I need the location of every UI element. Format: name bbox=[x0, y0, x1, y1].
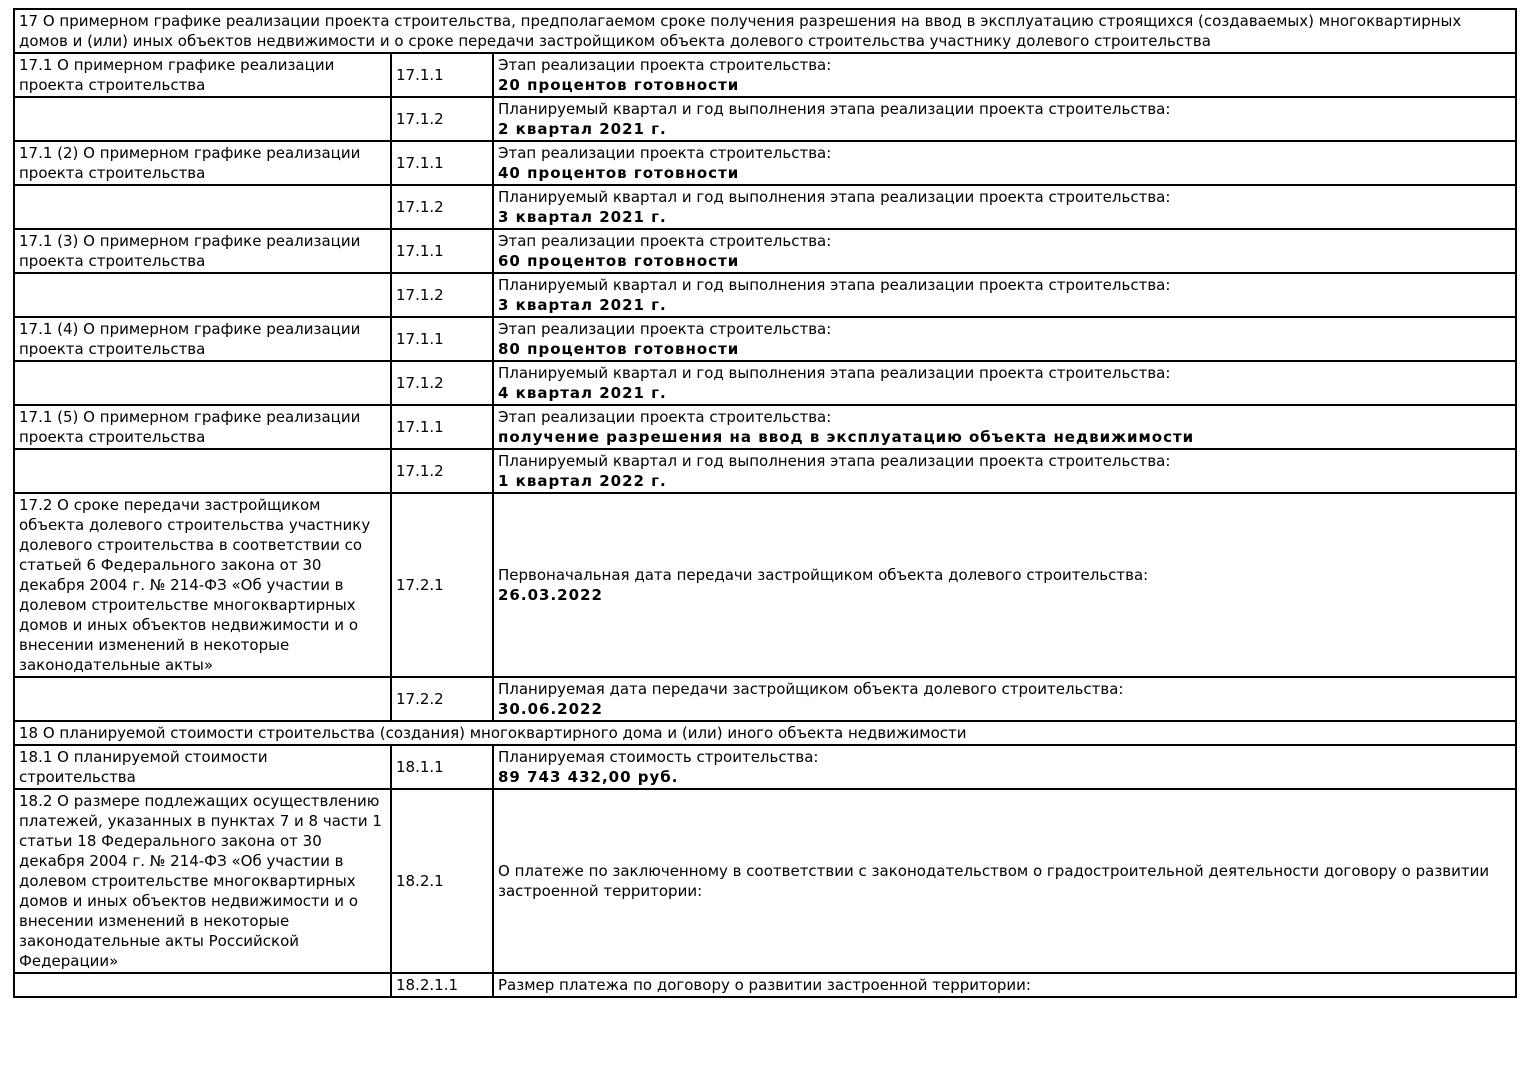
field-value: 26.03.2022 bbox=[498, 586, 603, 604]
field-value: 80 процентов готовности bbox=[498, 340, 740, 358]
row-label bbox=[14, 449, 391, 493]
field-label: Первоначальная дата передачи застройщиком объекта долевого строительства: bbox=[498, 566, 1149, 584]
row-code: 17.2.2 bbox=[391, 677, 493, 721]
row-code: 17.1.1 bbox=[391, 53, 493, 97]
section-header-row bbox=[14, 9, 1516, 53]
row-label bbox=[14, 273, 391, 317]
row-value-cell bbox=[493, 677, 1516, 721]
row-code: 17.1.2 bbox=[391, 97, 493, 141]
table-row bbox=[14, 973, 1516, 997]
row-value-cell bbox=[493, 229, 1516, 273]
field-value: 2 квартал 2021 г. bbox=[498, 120, 667, 138]
row-value-cell bbox=[493, 273, 1516, 317]
row-code: 18.2.1.1 bbox=[391, 973, 493, 997]
row-label: 17.1 (3) О примерном графике реализации проекта строительства bbox=[14, 229, 391, 273]
row-code: 17.1.2 bbox=[391, 273, 493, 317]
table-row bbox=[14, 141, 1516, 185]
field-value: 4 квартал 2021 г. bbox=[498, 384, 667, 402]
row-code: 17.1.2 bbox=[391, 449, 493, 493]
table-row bbox=[14, 361, 1516, 405]
table-row bbox=[14, 273, 1516, 317]
section-header: 17 О примерном графике реализации проекта строительства, предполагаемом сроке получения разрешения на ввод в эксплуатацию строящихся (создаваемых) многоквартирных домов и (или) иных объектов недвижимости и о сроке передачи застройщиком объекта долевого строительства участнику долевого строительства bbox=[14, 9, 1516, 53]
field-value: получение разрешения на ввод в эксплуатацию объекта недвижимости bbox=[498, 428, 1195, 446]
row-label bbox=[14, 185, 391, 229]
row-label: 18.1 О планируемой стоимости строительства bbox=[14, 745, 391, 789]
row-value-cell bbox=[493, 317, 1516, 361]
row-label bbox=[14, 677, 391, 721]
row-label bbox=[14, 973, 391, 997]
field-value: 30.06.2022 bbox=[498, 700, 603, 718]
field-label: Планируемый квартал и год выполнения этапа реализации проекта строительства: bbox=[498, 276, 1171, 294]
row-label bbox=[14, 97, 391, 141]
row-code: 18.2.1 bbox=[391, 789, 493, 973]
section-header-row bbox=[14, 721, 1516, 745]
row-label: 17.2 О сроке передачи застройщиком объекта долевого строительства участнику долевого строительства в соответствии со статьей 6 Федерального закона от 30 декабря 2004 г. № 214-ФЗ «Об участии в долевом строительстве многоквартирных домов и иных объектов недвижимости и о внесении изменений в некоторые законодательные акты» bbox=[14, 493, 391, 677]
field-value: 1 квартал 2022 г. bbox=[498, 472, 667, 490]
field-value: 3 квартал 2021 г. bbox=[498, 296, 667, 314]
field-label: Планируемая дата передачи застройщиком объекта долевого строительства: bbox=[498, 680, 1124, 698]
field-value: 40 процентов готовности bbox=[498, 164, 740, 182]
table-body bbox=[14, 9, 1516, 997]
row-value-cell bbox=[493, 361, 1516, 405]
field-label: Размер платежа по договору о развитии застроенной территории: bbox=[498, 976, 1031, 994]
table-row bbox=[14, 449, 1516, 493]
row-label: 18.2 О размере подлежащих осуществлению платежей, указанных в пунктах 7 и 8 части 1 статьи 18 Федерального закона от 30 декабря 2004 г. № 214-ФЗ «Об участии в долевом строительстве многоквартирных домов и иных объектов недвижимости и о внесении изменений в некоторые законодательные акты Российской Федерации» bbox=[14, 789, 391, 973]
row-value-cell bbox=[493, 449, 1516, 493]
field-label: Этап реализации проекта строительства: bbox=[498, 144, 832, 162]
table-row bbox=[14, 97, 1516, 141]
field-value: 3 квартал 2021 г. bbox=[498, 208, 667, 226]
table-row bbox=[14, 745, 1516, 789]
table-row bbox=[14, 317, 1516, 361]
field-label: Планируемый квартал и год выполнения этапа реализации проекта строительства: bbox=[498, 452, 1171, 470]
row-value-cell bbox=[493, 493, 1516, 677]
row-code: 18.1.1 bbox=[391, 745, 493, 789]
field-label: Планируемый квартал и год выполнения этапа реализации проекта строительства: bbox=[498, 100, 1171, 118]
row-label: 17.1 (5) О примерном графике реализации проекта строительства bbox=[14, 405, 391, 449]
row-code: 17.1.1 bbox=[391, 317, 493, 361]
table-row bbox=[14, 493, 1516, 677]
row-value-cell bbox=[493, 973, 1516, 997]
table-row bbox=[14, 185, 1516, 229]
field-value: 60 процентов готовности bbox=[498, 252, 740, 270]
row-value-cell bbox=[493, 53, 1516, 97]
row-label bbox=[14, 361, 391, 405]
field-label: Этап реализации проекта строительства: bbox=[498, 320, 832, 338]
row-value-cell bbox=[493, 141, 1516, 185]
project-declaration-table bbox=[13, 8, 1517, 998]
table-row bbox=[14, 229, 1516, 273]
row-code: 17.1.2 bbox=[391, 361, 493, 405]
row-label: 17.1 О примерном графике реализации проекта строительства bbox=[14, 53, 391, 97]
row-label: 17.1 (4) О примерном графике реализации проекта строительства bbox=[14, 317, 391, 361]
row-code: 17.1.1 bbox=[391, 229, 493, 273]
field-value: 20 процентов готовности bbox=[498, 76, 740, 94]
table-row bbox=[14, 405, 1516, 449]
field-label: Планируемый квартал и год выполнения этапа реализации проекта строительства: bbox=[498, 188, 1171, 206]
table-row bbox=[14, 677, 1516, 721]
field-label: О платеже по заключенному в соответствии с законодательством о градостроительной деятельности договору о развитии застроенной территории: bbox=[498, 862, 1490, 900]
row-value-cell bbox=[493, 789, 1516, 973]
table-row bbox=[14, 789, 1516, 973]
table-row bbox=[14, 53, 1516, 97]
field-label: Этап реализации проекта строительства: bbox=[498, 232, 832, 250]
row-code: 17.1.1 bbox=[391, 405, 493, 449]
row-value-cell bbox=[493, 185, 1516, 229]
row-code: 17.1.1 bbox=[391, 141, 493, 185]
field-label: Планируемый квартал и год выполнения этапа реализации проекта строительства: bbox=[498, 364, 1171, 382]
row-value-cell bbox=[493, 745, 1516, 789]
section-header: 18 О планируемой стоимости строительства (создания) многоквартирного дома и (или) иного объекта недвижимости bbox=[14, 721, 1516, 745]
field-label: Этап реализации проекта строительства: bbox=[498, 56, 832, 74]
row-code: 17.1.2 bbox=[391, 185, 493, 229]
row-value-cell bbox=[493, 97, 1516, 141]
row-code: 17.2.1 bbox=[391, 493, 493, 677]
field-value: 89 743 432,00 руб. bbox=[498, 768, 679, 786]
row-label: 17.1 (2) О примерном графике реализации проекта строительства bbox=[14, 141, 391, 185]
field-label: Этап реализации проекта строительства: bbox=[498, 408, 832, 426]
row-value-cell bbox=[493, 405, 1516, 449]
field-label: Планируемая стоимость строительства: bbox=[498, 748, 819, 766]
